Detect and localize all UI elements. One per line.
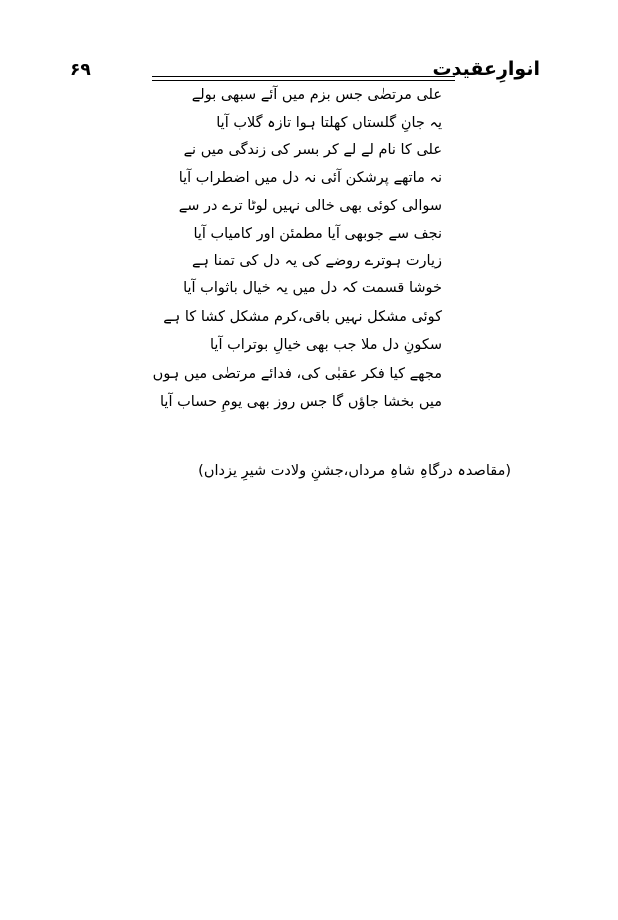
page-header [0,0,618,90]
header-rule-bottom [152,80,455,81]
poem-line-8: خوشا قسمت کہ دل میں یہ خیال باثواب آیا [183,280,442,296]
poem-caption: (مقاصدہ درگاہِ شاہِ مرداں،جشنِ ولادت شیرِ یزداں) [198,463,511,479]
poem-line-10: سکونِ دل ملا جب بھی خیالِ بوتراب آیا [210,337,442,353]
poem-line-2: یہ جانِ گلستاں کھلتا ہوا تازہ گلاب آیا [216,115,442,131]
poem-line-11: مجھے کیا فکر عقبٰی کی، فدائے مرتضٰی میں ہوں [152,366,442,382]
poem-line-4: نہ ماتھے پرشکن آئی نہ دل میں اضطراب آیا [178,170,442,186]
poem-line-9: کوئی مشکل نہیں باقی،کرم مشکل کشا کا ہے [163,309,442,325]
running-title: انوارِعقیدت [432,58,540,80]
page-number: ۶۹ [70,60,91,80]
header-rule-top [152,76,455,77]
poem-line-6: نجف سے جوبھی آیا مطمئن اور کامیاب آیا [193,226,442,242]
poem-line-1: علی مرتضٰی جس بزم میں آئے سبھی بولے [191,87,442,103]
poem-line-3: علی کا نام لے لے کر بسر کی زندگی میں نے [183,142,442,158]
poem-line-12: میں بخشا جاؤں گا جس روز بھی یومِ حساب آیا [160,394,442,410]
poem-line-7: زیارت ہوترے روضے کی یہ دل کی تمنا ہے [191,253,442,269]
poem-line-5: سوالی کوئی بھی خالی نہیں لوٹا ترے در سے [178,198,442,214]
